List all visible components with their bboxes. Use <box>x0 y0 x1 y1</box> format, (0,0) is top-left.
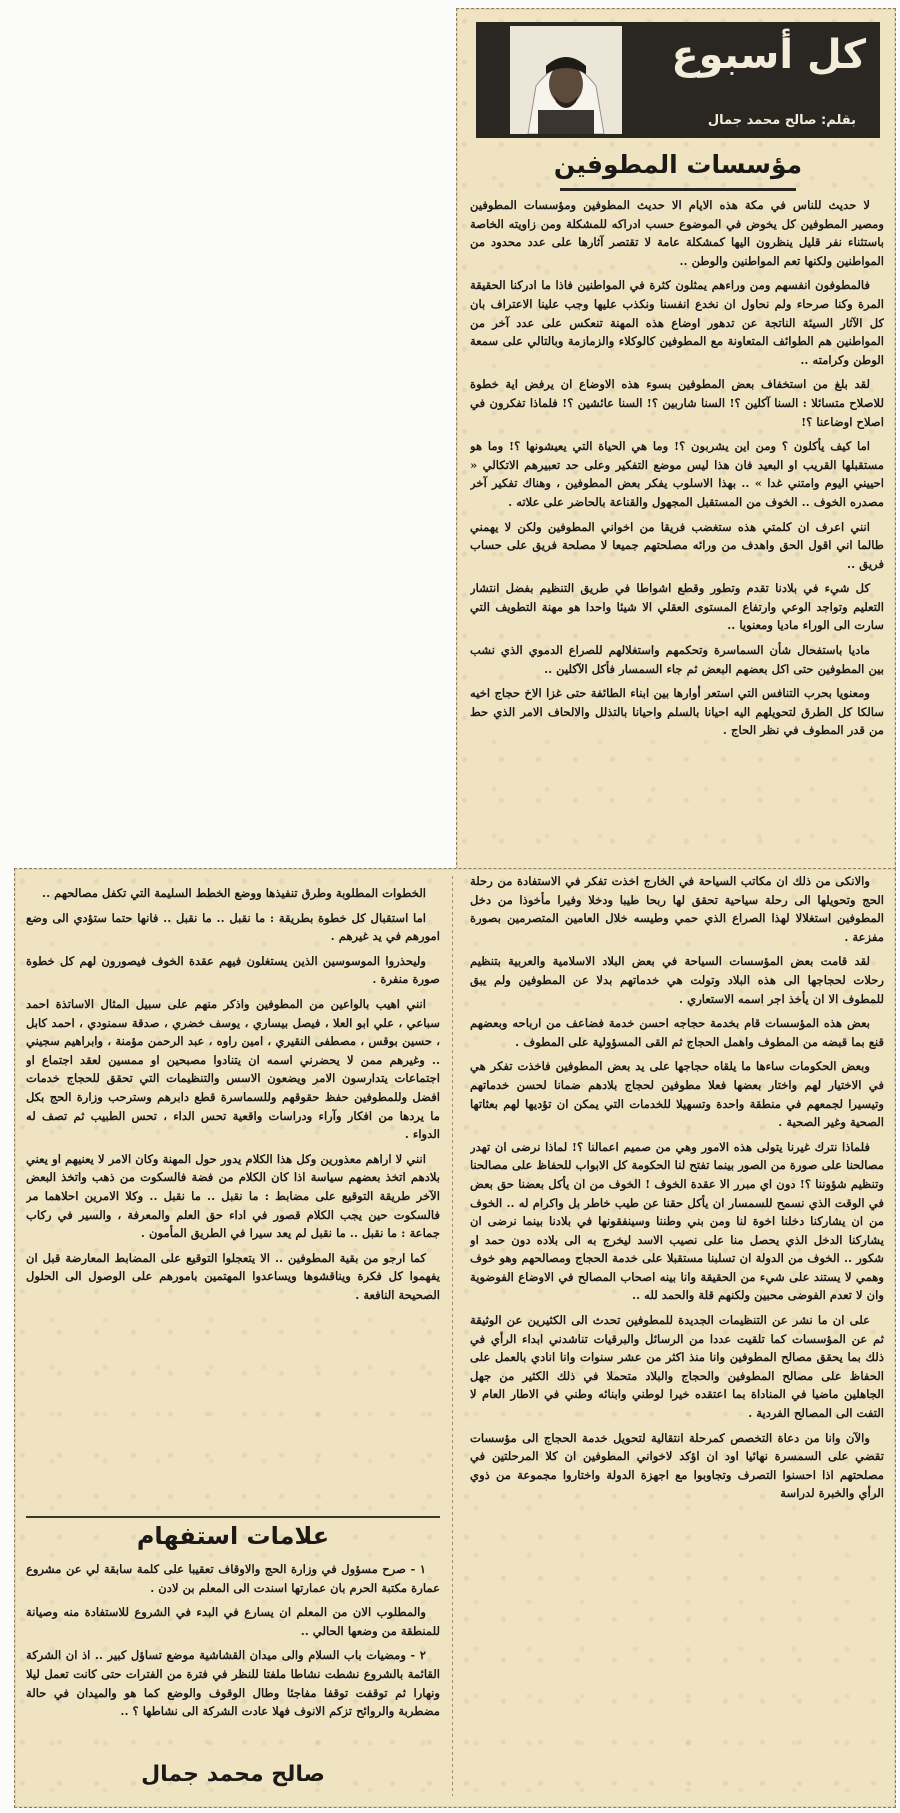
author-portrait <box>510 26 622 134</box>
paragraph: والآن وانا من دعاة التخصص كمرحلة انتقالية لتحويل خدمة الحجاج الى مؤسسات تقضي على السمسرة نهائيا اود ان اؤكد لاخواني المطوفين ان كلا المرحلتين في مصلحتهم اذا احسنوا التصرف وتجاوبوا مع اجهزة الدولة واختاروا مجموعة من ذوي الرأي والخبرة لدراسة <box>470 1430 884 1501</box>
paragraph: اما كيف يأكلون ؟ ومن اين يشربون ؟! وما هي الحياة التي يعيشونها ؟! وما هو مستقبلها القريب او البعيد فان هذا ليس موضع التفكير وعلى حد تعبيرهم الاتكالي « احييني اليوم وامتني غدا » .. بهذا الاسلوب يفكر بعض المطوفين ، وهناك تفكير آخر مصدره الخوف .. الخوف من المستقبل المجهول والقناعة بالحاضر على علاته . <box>470 439 884 509</box>
paragraph: بعض هذه المؤسسات قام بخدمة حجاجه احسن خدمة فضاعف من ارباحه وبعضهم قنع بما قبضه من المطوف واهمل الحجاج ثم القى المسؤولية على المطوف . <box>470 1016 884 1049</box>
paragraph: وليحذروا الموسوسين الذين يستغلون فيهم عقدة الخوف فيصورون لهم كل خطوة صورة منفرة . <box>26 953 440 987</box>
questions-column <box>26 1560 440 1760</box>
article-title: مؤسسات المطوفين <box>553 150 803 179</box>
author-signature: صالح محمد جمال <box>141 1762 325 1787</box>
paragraph: ٢ - ومضيات باب السلام والى ميدان القشاشية موضع تساؤل كبير .. اذ ان الشركة القائمة بالشروع نشطت نشاطا ملفتا للنظر في فترة من الفترات حتى كانت تعمل ليلا ونهارا ثم توقفت توقفا مفاجئا وطال الوقوف والوضع كما هو والميدان في حالة مضطربة والروائح تزكم الانوف فهلا عادت الشركة الى نشاطها ؟ .. <box>26 1648 440 1719</box>
paragraph: لقد قامت بعض المؤسسات السياحة في بعض البلاد الاسلامية والعربية بتنظيم رحلات لحجاجها الى هذه البلاد وتولت هي خدماتهم بدلا عن المطوفين ولم يبق للمطوف الا ان يأخذ اجر اسمه الاستعاري . <box>470 954 884 1006</box>
paragraph: فالمطوفون انفسهم ومن وراءهم يمثلون كثرة في المواطنين فاذا ما ادركنا الحقيقة المرة وكنا صرحاء ولم نحاول ان نخدع انفسنا ونكذب عليها وجب علينا الاعتراف بان كل الآثار السيئة الناتجة عن تدهور اوضاع هذه المهنة تنعكس على عدد آخر من المواطنين هم الطوائف المتعاونة مع المطوفين كالوكلاء والزمازمة وبالتالي على سمعة الوطن وكرامته .. <box>470 278 884 367</box>
paragraph: ومعنويا بحرب التنافس التي استعر أوارها بين ابناء الطائفة حتى غزا الاخ حجاج اخيه سالكا كل الطرق لتحويلهم اليه احيانا بالسلم واحيانا بالتذلل والالحاف الامر الذي حط من قدر المطوف في نظر الحاج . <box>470 686 884 738</box>
paragraph: والمطلوب الان من المعلم ان يسارع في البدء في الشروع للاستفادة منه وصيانة للمنطقة من وضعها الحالي .. <box>26 1605 440 1638</box>
column-title: كل أسبوع <box>671 32 866 78</box>
paragraph: فلماذا نترك غيرنا يتولى هذه الامور وهي من صميم اعمالنا ؟! لماذا نرضى ان تهدر مصالحنا على صورة من الصور بينما تفتح لنا الحكومة كل الابواب للحفاظ على مصالحنا وتنظيم شؤوننا ؟! دون اي مبرر الا عقدة الخوف ! الخوف من ان يأكل بعضنا حق بعض في الوقت الذي نسمح للسمسار ان يأكل حقنا عن طيب خاطر بل واكرام له .. الخوف من ان يشاركنا دخلنا اخوة لنا ومن بني وطننا وسينفقونها في بلادنا بينما نرضى ان يشاركنا الدخل الذي يحصل منا على نصيب الاسد ليخرج به الى بلاده دون حمد او شكور .. الخوف من الدولة ان تسلبنا مستقبلا على خدمة الحجاج ومصالحهم وهو خوف وهمي لا يستند على شيء من الحقيقة وانا بينه اصحاب المصالح في الاوضاع الفوضوية وان لا تعدم الفوضى محبين ولكنهم قلة والحمد لله .. <box>470 1139 884 1303</box>
paragraph: اما استقبال كل خطوة بطريقة : ما نقبل .. ما نقبل .. فانها حتما ستؤدي الى وضع امورهم في يد غيرهم . <box>26 910 440 944</box>
byline: بقلم: صالح محمد جمال <box>707 113 856 128</box>
column-banner <box>476 22 880 138</box>
article-column-right <box>470 872 884 1798</box>
title-underline <box>560 188 796 191</box>
paragraph: انني اهيب بالواعين من المطوفين واذكر منهم على سبيل المثال الاساتذة احمد سباعي ، علي ابو العلا ، فيصل بيساري ، يوسف خضري ، صدقة سمنودي ، احمد كابل ، حسين بوقس ، مصطفى النقيري ، امين راوه ، عبد الرحمن مؤمنة ، وابراهيم سجيني .. وغيرهم ممن لا يحضرني اسمه ان يتنادوا مصبحين او ممسين لعقد اجتماع او اجتماعات يتدارسون الامر ويضعون الاسس والتنظيمات التي تحقق للحجاج خدمات افضل وللمطوفين حفظ حقوقهم وللسماسرة قطع دابرهم وسترحب وزارة الحج بكل ما يردها من افكار وآراء ودراسات واقعية تحس الداء ، تحس الطبيب ثم تصف له الدواء . <box>26 996 440 1142</box>
article-column-left <box>26 884 440 1534</box>
paragraph: ١ - صرح مسؤول في وزارة الحج والاوقاف تعقيبا على كلمة سابقة لي عن مشروع عمارة مكتبة الحرم بان عمارتها اسندت الى المعلم بن لادن . <box>26 1562 440 1595</box>
paragraph: كما ارجو من بقية المطوفين .. الا يتعجلوا التوقيع على المضابط المعارضة قبل ان يفهموا كل فكرة ويناقشوها ويساعدوا المهتمين بامورهم على الوصول الى الحلول الصحيحة النافعة . <box>26 1250 440 1302</box>
paragraph: على ان ما نشر عن التنظيمات الجديدة للمطوفين تحدث الى الكثيرين عن الوثيقة ثم عن المؤسسات كما تلقيت عددا من الرسائل والبرقيات تناشدني ابداء الرأي في ذلك بما يحقق مصالح المطوفين وانا منذ اكثر من عشر سنوات وانا انادي بالعمل على الحفاظ على مصالح المطوفين والحجاج والبلاد متحملا في ذلك الكثير من جهل الجاهلين ماضيا في المناداة بما اعتقده خيرا لوطني وابنائه وطني في الاطار العام لا التفت الى المصالح الفردية . <box>470 1313 884 1421</box>
column-separator <box>452 876 453 1796</box>
paragraph: الخطوات المطلوبة وطرق تنفيذها ووضع الخطط السليمة التي تكفل مصالحهم .. <box>42 886 426 900</box>
paragraph: ماديا باستفحال شأن السماسرة وتحكمهم واستغلالهم للصراع الدموي الذي نشب بين المطوفين حتى اكل بعضهم البعض ثم جاء السمسار فأكل الآكلين .. <box>470 643 884 676</box>
paragraph: انني لا اراهم معذورين وكل هذا الكلام يدور حول المهنة وكان الامر لا يعنيهم او يعني بلادهم اتخذ بعضهم سياسة اذا كان الكلام من فضة فالسكوت من ذهب واتخذ البعض الآخر طريقة التوقيع على مضابط : ما نقبل .. ما نقبل .. وكلا الامرين احلاهما مر فالسكوت حين يجب الكلام قصور في اداء حق العلم والمعرفة ، والسير في ركاب جماعة : ما نقبل .. ما نقبل لم يعد سيرا في الطريق المأمون . <box>26 1151 440 1241</box>
paragraph: لا حديث للناس في مكة هذه الايام الا حديث المطوفين ومؤسسات المطوفين ومصير المطوفين كل يخوض في الموضوع حسب ادراكه للمشكلة ومن زاويته الخاصة باستثناء نفر قليل ينظرون اليها كمشكلة عامة لا تقتصر آثارها على عدد محدود من المواطنين ولكنها تعم المواطنين والوطن .. <box>470 198 884 268</box>
paragraph: انني اعرف ان كلمتي هذه ستغضب فريقا من اخواني المطوفين ولكن لا يهمني طالما اني اقول الحق واهدف من ورائه مصلحتهم جميعا لا مصلحة فريق على حساب فريق .. <box>470 519 884 571</box>
paragraph: والانكى من ذلك ان مكاتب السياحة في الخارج اخذت تفكر في الاستفادة من رحلة الحج وتحويلها الى رحلة سياحية تحقق لها ربحا طيبا ودخلا وفيرا مأخوذا من دخل المطوفين استغلالا لهذا الصراع الذي حمي وطيسه خلال العامين المتصرمين بصورة مفزعة . <box>470 874 884 944</box>
paragraph: وبعض الحكومات ساءها ما يلقاه حجاجها على يد بعض المطوفين فاخذت تفكر هي في الاختيار لهم واختار بعضها فعلا مطوفين لحجاج بلادهم ضمانا لحسن خدماتهم وتيسيرا لجمعهم في منطقة واحدة وتسهيلا للخدمات التي يمكن ان تؤديها لهم بعثاتها الصحية وغير الصحية . <box>470 1059 884 1130</box>
article-column-top <box>470 196 884 860</box>
questions-heading: علامات استفهام <box>136 1522 330 1550</box>
section-divider <box>26 1516 440 1518</box>
paragraph: لقد بلغ من استخفاف بعض المطوفين بسوء هذه الاوضاع ان يرفض اية خطوة للاصلاح متسائلا : السنا آكلين ؟! السنا شاربين ؟! السنا عائشين ؟! فلماذا تفكرون في اصلاح اوضاعنا ؟! <box>470 377 884 429</box>
paragraph: كل شيء في بلادنا تقدم وتطور وقطع اشواطا في طريق التنظيم بفضل انتشار التعليم وتواجد الوعي وارتفاع المستوى العقلي الا شيئا واحدا هو مهنة التطويف التي سارت الى الوراء ماديا ومعنويا .. <box>470 581 884 633</box>
